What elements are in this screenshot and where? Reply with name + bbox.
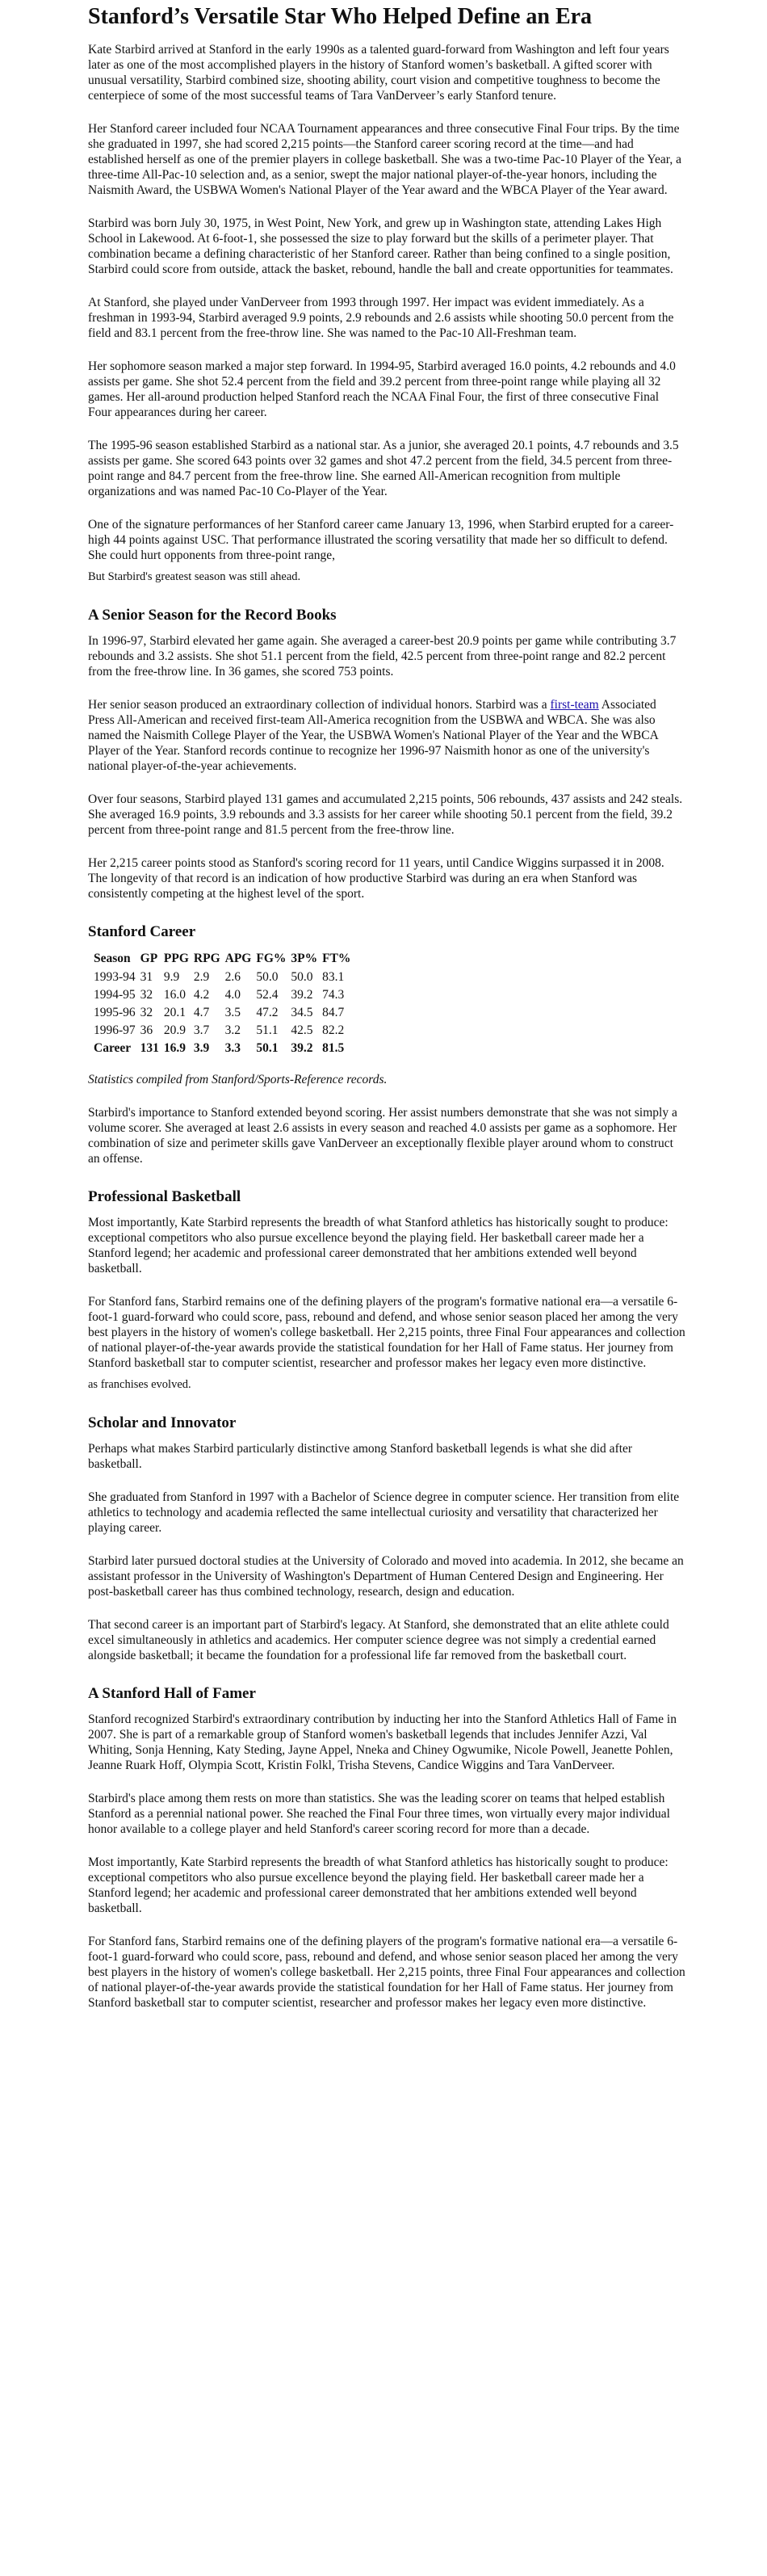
scholar-paragraph: That second career is an important part of Starbird's legacy. At Stanford, she demonstrated that an elite athlete could excel simultaneously in athletics and academics. Her computer science degree was not simply a credential earned alongside basketball; it became the foundation for a professional life far removed from the basketball court. (88, 1618, 669, 1662)
table-cell: 50.1 (256, 1041, 279, 1055)
table-cell: 81.5 (322, 1041, 345, 1055)
table-cell: 3.2 (224, 1023, 241, 1037)
section-heading-hall-of-fame: A Stanford Hall of Famer (88, 1685, 256, 1702)
column-header: APG (224, 952, 252, 965)
table-cell: 47.2 (256, 1006, 279, 1019)
table-row (91, 1004, 353, 1022)
table-cell: 16.9 (163, 1041, 187, 1055)
table-cell: 50.0 (291, 970, 313, 984)
senior-honors-text-b: Associated Press All-American and received first-team All-America recognition from the USBWA and WBCA. She was also named the Naismith College Player of the Year, the USBWA Women's National Player of the Year and the WBCA Player of the Year. Stanford records continue to recognize her 1996-97 Naismith honor as one of the university's national player-of-the-year achievements. (88, 698, 658, 773)
column-header: Season (94, 952, 131, 965)
table-cell: 20.9 (163, 1023, 187, 1037)
article-page (0, 3, 767, 2044)
table-cell: 39.2 (291, 988, 313, 1002)
fragment-text: as franchises evolved. (88, 1378, 191, 1391)
table-cell: 2.6 (224, 970, 241, 984)
hall-of-fame-paragraph: Most importantly, Kate Starbird represents the breadth of what Stanford athletics has historically sought to produce: exceptional competitors who also pursue excellence beyond the playing field. Her basketball career made her a Stanford legend; her academic and professional career demonstrated that her ambitions extended well beyond basketball. (88, 1855, 669, 1915)
scholar-paragraph: Perhaps what makes Starbird particularly distinctive among Stanford basketball legends is what she did after basketball. (88, 1442, 633, 1471)
column-header: 3P% (291, 952, 318, 965)
career-paragraph: Starbird's importance to Stanford extended beyond scoring. Her assist numbers demonstrate that she was not simply a volume scorer. She averaged at least 2.6 assists in every season and reached 4.0 assists per game as a sophomore. Her combination of size and perimeter skills gave VanDerveer an exceptionally flexible player around whom to construct an offense. (88, 1106, 677, 1166)
table-row (91, 986, 353, 1004)
section-heading-senior: A Senior Season for the Record Books (88, 607, 337, 624)
intro-paragraph: The 1995-96 season established Starbird as a national star. As a junior, she averaged 20.1 points, 4.7 rebounds and 3.5 assists per game. She scored 643 points over 32 games and shot 47.2 percent from the field, 34.5 percent from three-point range and 84.7 percent from the free-throw line. She earned All-American recognition from multiple organizations and was named Pac-10 Co-Player of the Year. (88, 439, 679, 498)
table-cell: 1995-96 (94, 1006, 136, 1019)
senior-honors-text-a: Her senior season produced an extraordinary collection of individual honors. Starbird was a (88, 698, 551, 712)
table-cell: 2.9 (193, 970, 210, 984)
section-heading-scholar: Scholar and Innovator (88, 1414, 237, 1431)
table-cell: 16.0 (163, 988, 187, 1002)
column-header: PPG (163, 952, 189, 965)
section-heading-professional: Professional Basketball (88, 1188, 241, 1205)
hall-of-fame-paragraph: Starbird's place among them rests on more than statistics. She was the leading scorer on teams that helped establish Stanford as a perennial national power. She reached the Final Four three times, won virtually every major individual honor available to a college player and held Stanford's career scoring record for more than a decade. (88, 1792, 670, 1836)
table-cell: 3.5 (224, 1006, 241, 1019)
table-row (91, 1022, 353, 1040)
table-cell: 50.0 (256, 970, 279, 984)
table-source-note: Statistics compiled from Stanford/Sports-Reference records. (88, 1073, 388, 1086)
senior-paragraph: In 1996-97, Starbird elevated her game again. She averaged a career-best 20.9 points per game while contributing 3.7 rebounds and 3.2 assists. She shot 51.1 percent from the field, 42.5 percent from three-point range and 82.2 percent from the free-throw line. In 36 games, she scored 753 points. (88, 634, 677, 679)
table-row (91, 969, 353, 986)
table-cell: 39.2 (291, 1041, 313, 1055)
scholar-paragraph: Starbird later pursued doctoral studies at the University of Colorado and moved into academia. In 2012, she became an assistant professor in the University of Washington's Department of Human Centered Design and Engineering. Her post-basketball career has thus combined technology, research, design and education. (88, 1554, 684, 1599)
intro-paragraph: Starbird was born July 30, 1975, in West Point, New York, and grew up in Washington state, attending Lakes High School in Lakewood. At 6-foot-1, she possessed the size to play forward but the skills of a perimeter player. That combination became a defining characteristic of her Stanford career. Rather than being confined to a single position, Starbird could score from outside, attack the basket, rebound, handle the ball and create opportunities for teammates. (88, 216, 673, 276)
table-cell: 42.5 (291, 1023, 313, 1037)
table-cell: 74.3 (322, 988, 345, 1002)
hall-of-fame-paragraph: Stanford recognized Starbird's extraordinary contribution by inducting her into the Stanford Athletics Hall of Fame in 2007. She is part of a remarkable group of Stanford women's basketball legends that includes Jennifer Azzi, Val Whiting, Sonja Henning, Katy Steding, Jayne Appel, Nneka and Chiney Ogwumike, Nicole Powell, Jeanette Pohlen, Jeanne Ruark Hoff, Olympia Scott, Kristin Folkl, Trisha Stevens, Candice Wiggins and Tara VanDerveer. (88, 1712, 677, 1772)
table-cell: 3.3 (224, 1041, 241, 1055)
fragment-text: But Starbird's greatest season was still ahead. (88, 570, 301, 583)
senior-honors-paragraph (88, 697, 685, 774)
table-cell: 1996-97 (94, 1023, 136, 1037)
professional-paragraph: Most importantly, Kate Starbird represents the breadth of what Stanford athletics has historically sought to produce: exceptional competitors who also pursue excellence beyond the playing field. Her basketball career made her a Stanford legend; her academic and professional career demonstrated that her ambitions extended well beyond basketball. (88, 1216, 669, 1275)
usc-paragraph: One of the signature performances of her Stanford career came January 13, 1996, when Starbird erupted for a career-high 44 points against USC. That performance illustrated the scoring versatility that made her so difficult to defend. She could hurt opponents from three-point range, (88, 518, 674, 562)
column-header: FT% (322, 952, 351, 965)
table-cell: 36 (140, 1023, 153, 1037)
table-cell: 4.0 (224, 988, 241, 1002)
senior-paragraph: Over four seasons, Starbird played 131 games and accumulated 2,215 points, 506 rebounds, 437 assists and 242 steals. She averaged 16.9 points, 3.9 rebounds and 3.3 assists for her career while shooting 50.1 percent from the field, 39.2 percent from three-point range and 81.5 percent from the free-throw line. (88, 792, 683, 837)
table-cell: 84.7 (322, 1006, 345, 1019)
table-cell: 82.2 (322, 1023, 345, 1037)
page-title: Stanford’s Versatile Star Who Helped Define an Era (88, 4, 593, 29)
scholar-paragraph: She graduated from Stanford in 1997 with a Bachelor of Science degree in computer science. Her transition from elite athletics to technology and academia reflected the same intellectual curiosity and versatility that characterized her playing career. (88, 1490, 680, 1535)
intro-paragraph: Kate Starbird arrived at Stanford in the early 1990s as a talented guard-forward from Washington and left four years later as one of the most accomplished players in the history of Stanford women’s basketball. A gifted scorer with unusual versatility, Starbird combined size, shooting ability, court vision and competitive toughness to become the centerpiece of some of the most successful teams of Tara VanDerveer’s early Stanford tenure. (88, 43, 669, 103)
table-cell: 34.5 (291, 1006, 313, 1019)
intro-paragraph: At Stanford, she played under VanDerveer from 1993 through 1997. Her impact was evident immediately. As a freshman in 1993-94, Starbird averaged 9.9 points, 2.9 rebounds and 2.6 assists while shooting 50.0 percent from the field and 83.1 percent from the free-throw line. She was named to the Pac-10 All-Freshman team. (88, 296, 674, 340)
first-team-link[interactable]: first-team (550, 698, 599, 712)
table-cell: 4.7 (193, 1006, 210, 1019)
article-column (88, 3, 685, 2011)
table-total-row (91, 1040, 353, 1057)
table-cell: 3.9 (193, 1041, 210, 1055)
table-cell: 3.7 (193, 1023, 210, 1037)
table-cell: 52.4 (256, 988, 279, 1002)
table-cell: 1993-94 (94, 970, 136, 984)
table-cell: 4.2 (193, 988, 210, 1002)
table-cell: 20.1 (163, 1006, 187, 1019)
intro-paragraph: Her Stanford career included four NCAA Tournament appearances and three consecutive Final Four trips. By the time she graduated in 1997, she had scored 2,215 points—the Stanford career scoring record at the time—and had established herself as one of the premier players in college basketball. She was a two-time Pac-10 Player of the Year, a three-time All-Pac-10 selection and, as a senior, swept the major national player-of-the-year honors, including the Naismith Award, the USBWA Women's National Player of the Year award and the WBCA Player of the Year award. (88, 122, 681, 197)
intro-paragraph: Her sophomore season marked a major step forward. In 1994-95, Starbird averaged 16.0 points, 4.2 rebounds and 4.0 assists per game. She shot 52.4 percent from the field and 39.2 percent from three-point range while playing all 32 games. Her all-around production helped Stanford reach the NCAA Final Four, the first of three consecutive Final Four appearances during her career. (88, 359, 676, 419)
table-header-row (91, 950, 353, 969)
hall-of-fame-paragraph: For Stanford fans, Starbird remains one of the defining players of the program's formative national era—a versatile 6-foot-1 guard-forward who could score, pass, rebound and defend, and whose senior season placed her among the very best players in the history of women's college basketball. Her 2,215 points, three Final Four appearances and collection of national player-of-the-year awards provide the statistical foundation for her Hall of Fame status. Her journey from Stanford basketball star to computer scientist, researcher and professor makes her legacy even more distinctive. (88, 1935, 685, 2010)
senior-paragraph: Her 2,215 career points stood as Stanford's scoring record for 11 years, until Candice Wiggins surpassed it in 2008. The longevity of that record is an indication of how productive Starbird was during an era when Stanford was consistently competing at the highest level of the sport. (88, 856, 664, 901)
table-cell: 1994-95 (94, 988, 136, 1002)
column-header: FG% (256, 952, 287, 965)
table-cell: 83.1 (322, 970, 345, 984)
column-header: RPG (193, 952, 220, 965)
table-cell: 31 (140, 970, 153, 984)
professional-paragraph: For Stanford fans, Starbird remains one of the defining players of the program's formative national era—a versatile 6-foot-1 guard-forward who could score, pass, rebound and defend, and whose senior season placed her among the very best players in the history of women's college basketball. Her 2,215 points, three Final Four appearances and collection of national player-of-the-year awards provide the statistical foundation for her Hall of Fame status. Her journey from Stanford basketball star to computer scientist, researcher and professor makes her legacy even more distinctive. (88, 1295, 685, 1370)
table-cell: 51.1 (256, 1023, 279, 1037)
career-stats-table (91, 950, 353, 1057)
table-cell: 131 (140, 1041, 159, 1055)
table-cell: 32 (140, 1006, 153, 1019)
table-cell: Career (94, 1041, 132, 1055)
table-cell: 9.9 (163, 970, 180, 984)
table-cell: 32 (140, 988, 153, 1002)
section-heading-career: Stanford Career (88, 923, 196, 940)
column-header: GP (140, 952, 158, 965)
